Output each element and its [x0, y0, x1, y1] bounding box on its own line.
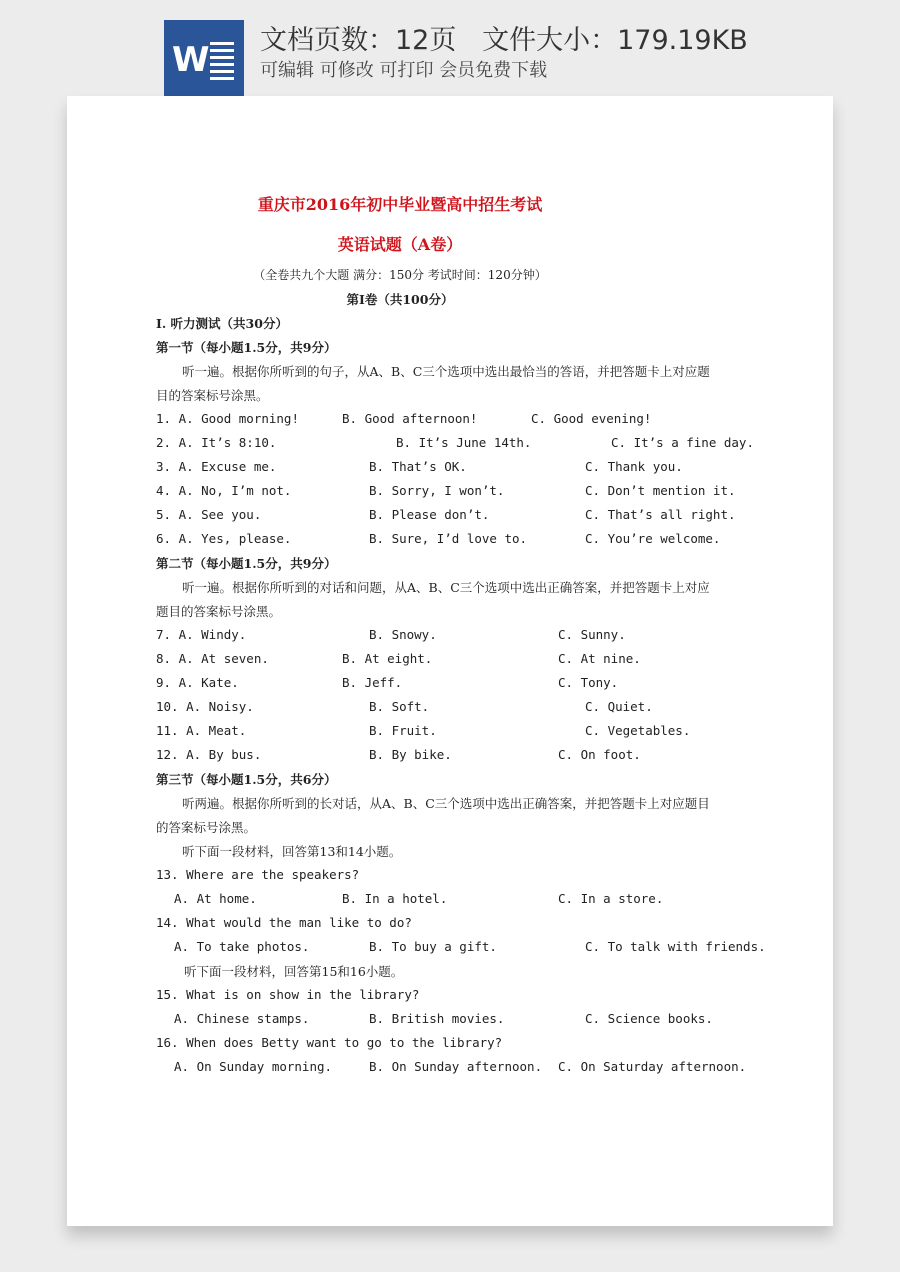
- q9-option-a: 9. A. Kate.: [156, 675, 239, 690]
- part-heading: 第I卷（共100分）: [346, 292, 454, 307]
- exam-subtitle: 英语试题（A卷）: [337, 235, 463, 254]
- q13-option-a: A. At home.: [174, 891, 257, 906]
- q7-option-c: C. Sunny.: [558, 627, 626, 642]
- section1-instruction-cont: 目的答案标号涂黑。: [156, 388, 269, 403]
- q2-option-c: C. It’s a fine day.: [611, 435, 754, 450]
- q16-question: 16. When does Betty want to go to the library?: [156, 1035, 503, 1050]
- q14-question: 14. What would the man like to do?: [156, 915, 412, 930]
- q3-option-b: B. That’s OK.: [369, 459, 467, 474]
- q5-option-a: 5. A. See you.: [156, 507, 262, 522]
- section3-note-2: 听下面一段材料，回答第15和16小题。: [184, 964, 404, 979]
- exam-title: 重庆市2016年初中毕业暨高中招生考试: [257, 195, 543, 214]
- q16-option-c: C. On Saturday afternoon.: [558, 1059, 747, 1074]
- exam-info: （全卷共九个大题 满分：150分 考试时间：120分钟）: [253, 268, 547, 282]
- q12-option-a: 12. A. By bus.: [156, 747, 262, 762]
- q9-option-b: B. Jeff.: [342, 675, 403, 690]
- q3-option-a: 3. A. Excuse me.: [156, 459, 277, 474]
- q4-option-a: 4. A. No, I’m not.: [156, 483, 292, 498]
- section3-note-1: 听下面一段材料，回答第13和14小题。: [182, 844, 402, 859]
- q6-option-c: C. You’re welcome.: [585, 531, 721, 546]
- word-icon-letter: W: [172, 40, 210, 80]
- section2-instruction: 听一遍。根据你所听到的对话和问题，从A、B、C三个选项中选出正确答案，并把答题卡上对应: [182, 580, 710, 595]
- q8-option-b: B. At eight.: [342, 651, 433, 666]
- q10-option-b: B. Soft.: [369, 699, 430, 714]
- q15-question: 15. What is on show in the library?: [156, 987, 420, 1002]
- q12-option-c: C. On foot.: [558, 747, 641, 762]
- document-page: [67, 96, 833, 1226]
- q1-option-c: C. Good evening!: [531, 411, 652, 426]
- q1-option-b: B. Good afternoon!: [342, 411, 478, 426]
- section1-instruction: 听一遍。根据你所听到的句子，从A、B、C三个选项中选出最恰当的答语，并把答题卡上对应题: [182, 364, 710, 379]
- q9-option-c: C. Tony.: [558, 675, 619, 690]
- q8-option-a: 8. A. At seven.: [156, 651, 269, 666]
- section-heading: I. 听力测试（共30分）: [156, 316, 288, 331]
- section2-heading: 第二节（每小题1.5分，共9分）: [156, 556, 337, 571]
- q2-option-a: 2. A. It’s 8:10.: [156, 435, 277, 450]
- q2-option-b: B. It’s June 14th.: [396, 435, 532, 450]
- q15-option-c: C. Science books.: [585, 1011, 713, 1026]
- q3-option-c: C. Thank you.: [585, 459, 683, 474]
- q11-option-c: C. Vegetables.: [585, 723, 691, 738]
- q14-option-a: A. To take photos.: [174, 939, 310, 954]
- banner-subtitle: 可编辑 可修改 可打印 会员免费下载: [260, 60, 548, 81]
- q7-option-a: 7. A. Windy.: [156, 627, 247, 642]
- download-banner: [0, 0, 900, 96]
- q15-option-a: A. Chinese stamps.: [174, 1011, 310, 1026]
- q15-option-b: B. British movies.: [369, 1011, 505, 1026]
- q12-option-b: B. By bike.: [369, 747, 452, 762]
- q5-option-c: C. That’s all right.: [585, 507, 736, 522]
- section2-instruction-cont: 题目的答案标号涂黑。: [156, 604, 282, 619]
- q1-option-a: 1. A. Good morning!: [156, 411, 299, 426]
- q6-option-a: 6. A. Yes, please.: [156, 531, 292, 546]
- word-doc-icon: [164, 20, 244, 96]
- q10-option-c: C. Quiet.: [585, 699, 653, 714]
- q10-option-a: 10. A. Noisy.: [156, 699, 254, 714]
- q6-option-b: B. Sure, I’d love to.: [369, 531, 528, 546]
- q4-option-c: C. Don’t mention it.: [585, 483, 736, 498]
- section3-heading: 第三节（每小题1.5分，共6分）: [156, 772, 337, 787]
- q14-option-b: B. To buy a gift.: [369, 939, 497, 954]
- q13-question: 13. Where are the speakers?: [156, 867, 360, 882]
- q5-option-b: B. Please don’t.: [369, 507, 490, 522]
- q16-option-b: B. On Sunday afternoon.: [369, 1059, 543, 1074]
- section3-instruction: 听两遍。根据你所听到的长对话，从A、B、C三个选项中选出正确答案，并把答题卡上对应题目: [182, 796, 710, 811]
- q11-option-b: B. Fruit.: [369, 723, 437, 738]
- section3-instruction-cont: 的答案标号涂黑。: [156, 820, 257, 835]
- q7-option-b: B. Snowy.: [369, 627, 437, 642]
- section1-heading: 第一节（每小题1.5分，共9分）: [156, 340, 337, 355]
- q14-option-c: C. To talk with friends.: [585, 939, 766, 954]
- banner-title: 文档页数：12页 文件大小：179.19KB: [260, 25, 748, 56]
- q13-option-c: C. In a store.: [558, 891, 664, 906]
- q16-option-a: A. On Sunday morning.: [174, 1059, 333, 1074]
- q4-option-b: B. Sorry, I won’t.: [369, 483, 505, 498]
- q8-option-c: C. At nine.: [558, 651, 641, 666]
- q13-option-b: B. In a hotel.: [342, 891, 448, 906]
- q11-option-a: 11. A. Meat.: [156, 723, 247, 738]
